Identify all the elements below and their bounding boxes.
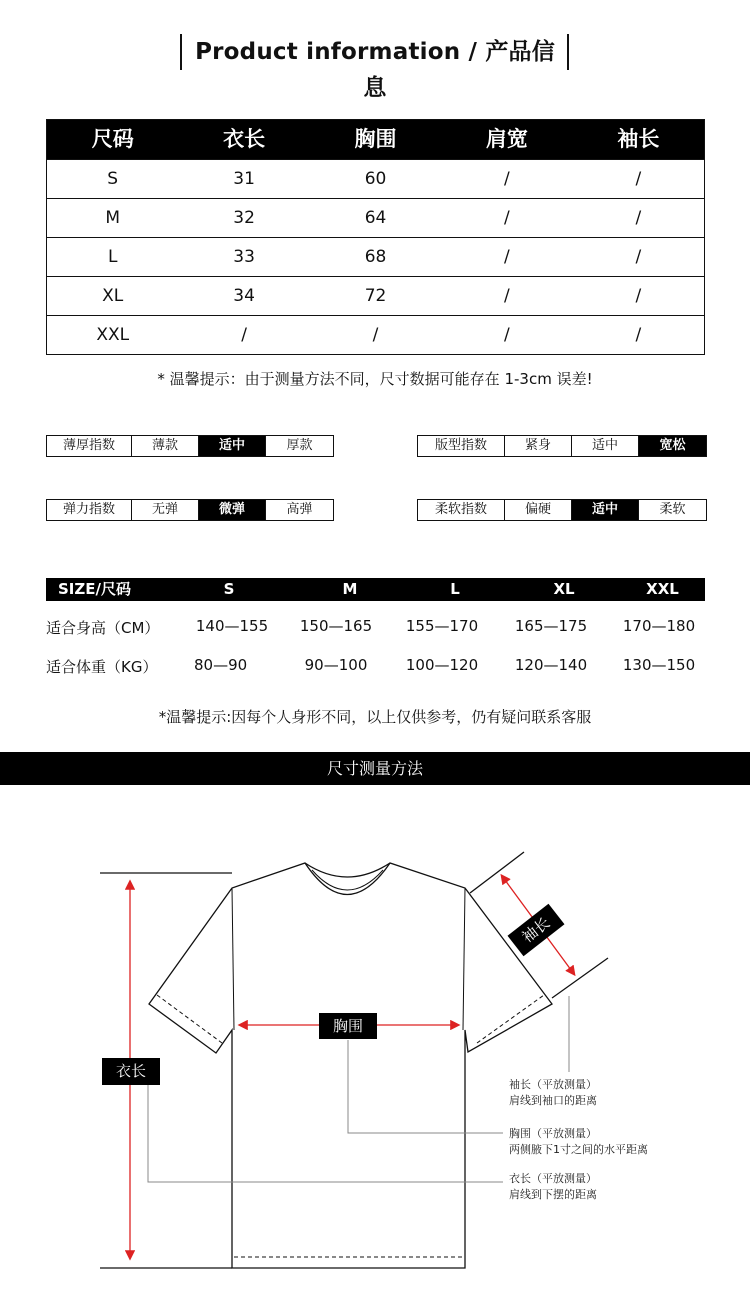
table-cell: 31 xyxy=(233,169,255,189)
weight-row xyxy=(46,656,711,677)
page-title: Product information / 产品信息 xyxy=(195,39,555,101)
ref-cell: 170—180 xyxy=(622,617,696,635)
ref-header-cell: XL xyxy=(553,580,575,598)
index-option: 无弹 xyxy=(131,500,198,520)
fit-index xyxy=(417,435,707,457)
left-sleeve-hem xyxy=(157,995,222,1043)
table-cell: XXL xyxy=(96,325,130,345)
table-cell: / xyxy=(635,208,642,228)
index-option: 高弹 xyxy=(265,500,333,520)
header-left-bar xyxy=(180,34,182,70)
ref-row-label: 适合身高（CM） xyxy=(46,619,160,637)
thickness-index xyxy=(46,435,334,457)
ref-header-cell: S xyxy=(223,580,235,598)
col-header: 衣长 xyxy=(223,127,266,151)
table-cell: 33 xyxy=(233,247,255,267)
ref-header-cell: SIZE/尺码 xyxy=(58,580,131,598)
table-cell: / xyxy=(504,247,510,267)
ref-header-cell: M xyxy=(342,580,358,598)
index-option-selected: 适中 xyxy=(198,436,265,456)
table-row xyxy=(47,159,704,198)
table-row xyxy=(47,315,704,354)
ref-cell: 120—140 xyxy=(514,656,588,674)
ref-cell: 140—155 xyxy=(195,617,269,635)
table-cell: / xyxy=(635,169,642,189)
index-label: 柔软指数 xyxy=(434,502,487,517)
table-row xyxy=(47,237,704,276)
ref-cell: 155—170 xyxy=(405,617,479,635)
left-armhole-seam xyxy=(232,888,234,1030)
ref-cell: 100—120 xyxy=(405,656,479,674)
ref-cell: 90—100 xyxy=(304,656,368,674)
col-header: 袖长 xyxy=(617,127,660,151)
table-row xyxy=(47,276,704,315)
measure-method-title: 尺寸测量方法 xyxy=(0,752,750,785)
table-cell: L xyxy=(107,247,118,267)
legend-desc: 肩线到下摆的距离 xyxy=(509,1188,597,1201)
index-label: 薄厚指数 xyxy=(62,438,115,453)
table-cell: / xyxy=(635,325,642,345)
table-cell: / xyxy=(635,247,642,267)
legend-title: 胸围（平放测量） xyxy=(509,1127,597,1140)
length-label: 衣长 xyxy=(102,1058,160,1085)
table-cell: / xyxy=(372,325,379,345)
table-cell: XL xyxy=(102,286,124,306)
tshirt-measure-diagram xyxy=(0,785,750,1300)
right-sleeve-hem xyxy=(477,995,544,1043)
sleeve-ref-line-bottom xyxy=(552,958,608,998)
index-option-selected: 宽松 xyxy=(638,436,706,456)
index-label: 弹力指数 xyxy=(62,502,115,517)
size-reference-header xyxy=(46,578,705,601)
ref-cell: 130—150 xyxy=(622,656,696,674)
legend-chest xyxy=(509,1126,648,1158)
size-table-header xyxy=(47,120,704,159)
index-option: 适中 xyxy=(571,436,638,456)
chest-label: 胸围 xyxy=(319,1013,377,1039)
table-cell: 68 xyxy=(364,247,387,267)
ref-header-cell: L xyxy=(450,580,460,598)
legend-length xyxy=(509,1171,597,1203)
col-header: 尺码 xyxy=(91,127,134,151)
header-right-bar xyxy=(567,34,569,70)
table-cell: / xyxy=(504,208,510,228)
ref-cell: 150—165 xyxy=(299,617,373,635)
ref-row-label: 适合体重（KG） xyxy=(46,658,158,676)
col-header: 肩宽 xyxy=(485,127,528,151)
right-armhole-seam xyxy=(463,888,465,1030)
table-cell: / xyxy=(504,169,510,189)
table-cell: / xyxy=(504,286,510,306)
ref-cell: 165—175 xyxy=(514,617,588,635)
table-row xyxy=(47,198,704,237)
table-cell: / xyxy=(635,286,642,306)
table-cell: 34 xyxy=(233,286,255,306)
ref-cell: 80—90 xyxy=(194,656,248,674)
table-cell: M xyxy=(105,208,121,228)
ref-header-cell: XXL xyxy=(646,580,679,598)
measurement-error-note: * 温馨提示：由于测量方法不同，尺寸数据可能存在 1-3cm 误差! xyxy=(157,370,593,388)
legend-sleeve xyxy=(509,1077,597,1109)
index-option: 薄款 xyxy=(131,436,198,456)
height-row xyxy=(46,617,711,638)
legend-title: 袖长（平放测量） xyxy=(509,1078,597,1091)
index-option: 偏硬 xyxy=(504,500,571,520)
index-option: 厚款 xyxy=(265,436,333,456)
softness-index xyxy=(417,499,707,521)
index-label: 版型指数 xyxy=(434,438,487,453)
table-cell: 64 xyxy=(364,208,387,228)
table-cell: 32 xyxy=(233,208,255,228)
legend-desc: 肩线到袖口的距离 xyxy=(509,1094,597,1107)
size-table xyxy=(46,119,705,355)
legend-title: 衣长（平放测量） xyxy=(509,1172,597,1185)
index-option: 柔软 xyxy=(638,500,706,520)
tshirt-outline xyxy=(149,863,552,1268)
tshirt-collar-inner xyxy=(312,870,383,890)
col-header: 胸围 xyxy=(354,127,397,151)
sleeve-ref-line-top xyxy=(470,852,524,893)
sleeve-label: 袖长 xyxy=(508,904,565,957)
table-cell: S xyxy=(107,169,119,189)
table-cell: / xyxy=(504,325,510,345)
elastic-index xyxy=(46,499,334,521)
index-option-selected: 微弹 xyxy=(198,500,265,520)
table-cell: / xyxy=(241,325,247,345)
index-option-selected: 适中 xyxy=(571,500,638,520)
table-cell: 72 xyxy=(364,286,387,306)
body-shape-note: *温馨提示:因每个人身形不同，以上仅供参考，仍有疑问联系客服 xyxy=(158,708,592,726)
chest-leader-line xyxy=(348,1040,503,1133)
legend-desc: 两侧腋下1寸之间的水平距离 xyxy=(509,1143,648,1156)
table-cell: 60 xyxy=(364,169,387,189)
index-option: 紧身 xyxy=(504,436,571,456)
